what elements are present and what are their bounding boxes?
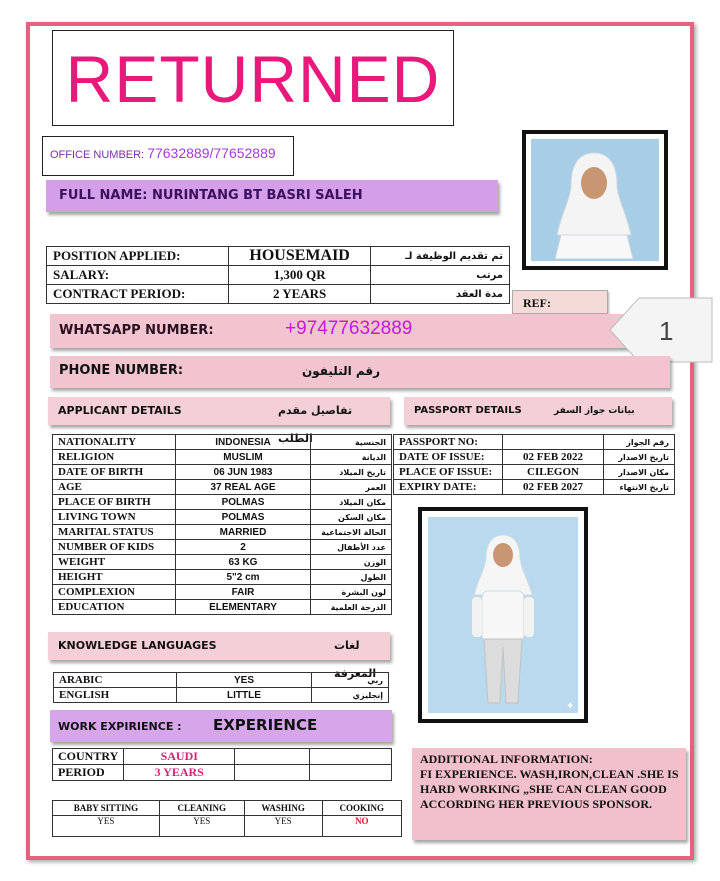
table-row	[53, 749, 392, 765]
position-arabic: تم تقديم الوظيفة لـ	[371, 247, 510, 266]
table-row	[394, 435, 675, 450]
row-ar: مكان الميلاد	[311, 495, 392, 510]
row-value: MARRIED	[176, 525, 311, 540]
additional-information	[412, 748, 686, 840]
position-table	[46, 246, 510, 304]
row-label: NUMBER OF KIDS	[53, 540, 176, 555]
row-label: ARABIC	[54, 673, 177, 688]
row-label: RELIGION	[53, 450, 176, 465]
table-row	[47, 247, 510, 266]
applicant-header-arabic: تفاصيل مقدم الطلب	[278, 404, 353, 445]
passport-header-arabic: بيانات جواز السفر	[554, 406, 635, 416]
row-label: LIVING TOWN	[53, 510, 176, 525]
skill-value: YES	[159, 816, 244, 837]
table-row	[53, 525, 392, 540]
salary-value: 1,300 QR	[229, 266, 371, 285]
skill-value: YES	[244, 816, 322, 837]
table-row	[53, 555, 392, 570]
row-ar: الجنسية	[311, 435, 392, 450]
phone-label: PHONE NUMBER:	[59, 363, 184, 378]
row-label: HEIGHT	[53, 570, 176, 585]
row-ar: مكان الاصدار	[604, 465, 675, 480]
languages-header-arabic: لغات المعرفة	[334, 639, 377, 680]
row-value: 02 FEB 2027	[503, 480, 604, 495]
row-label: DATE OF ISSUE:	[394, 450, 503, 465]
row-value: INDONESIA	[176, 435, 311, 450]
table-row	[53, 495, 392, 510]
table-row	[53, 435, 392, 450]
phone-bar	[50, 356, 670, 388]
table-row	[53, 570, 392, 585]
returned-stamp: RETURNED	[52, 30, 454, 126]
work-experience-label: WORK EXPIRIENCE :	[58, 720, 182, 733]
row-label: COMPLEXION	[53, 585, 176, 600]
languages-header-label: KNOWLEDGE LANGUAGES	[58, 639, 217, 652]
applicant-header-label: APPLICANT DETAILS	[58, 404, 182, 417]
row-label: WEIGHT	[53, 555, 176, 570]
country-label: COUNTRY	[53, 749, 124, 765]
period-value: 3 YEARS	[124, 765, 235, 781]
work-experience-value: EXPERIENCE	[213, 716, 318, 734]
portrait-figure	[531, 139, 657, 259]
row-ar: لون البشرة	[311, 585, 392, 600]
row-label: PLACE OF BIRTH	[53, 495, 176, 510]
table-row	[53, 450, 392, 465]
skill-header: BABY SITTING	[53, 801, 160, 816]
row-label: AGE	[53, 480, 176, 495]
empty-cell	[235, 765, 310, 781]
row-value: 63 KG	[176, 555, 311, 570]
row-value: CILEGON	[503, 465, 604, 480]
period-label: PERIOD	[53, 765, 124, 781]
position-label: POSITION APPLIED:	[47, 247, 229, 266]
skills-value-row	[53, 816, 402, 837]
row-label: PASSPORT NO:	[394, 435, 503, 450]
row-ar: الديانة	[311, 450, 392, 465]
row-ar: إنجليزي	[312, 688, 389, 703]
salary-arabic: مرتب	[371, 266, 510, 285]
whatsapp-label: WHATSAPP NUMBER:	[59, 323, 214, 338]
full-body-photo	[418, 507, 588, 723]
skill-value: YES	[53, 816, 160, 837]
row-value: POLMAS	[176, 510, 311, 525]
row-ar: ربي	[312, 673, 389, 688]
skill-value: NO	[322, 816, 401, 837]
languages-table	[53, 672, 389, 703]
row-ar: رقم الجواز	[604, 435, 675, 450]
salary-label: SALARY:	[47, 266, 229, 285]
row-ar: الوزن	[311, 555, 392, 570]
row-ar: الطول	[311, 570, 392, 585]
contract-value: 2 YEARS	[229, 285, 371, 304]
row-value: ELEMENTARY	[176, 600, 311, 615]
table-row	[47, 285, 510, 304]
office-value: 77632889/77652889	[147, 145, 276, 161]
work-experience-bar	[50, 710, 392, 742]
row-ar: عدد الأطفال	[311, 540, 392, 555]
row-value: 06 JUN 1983	[176, 465, 311, 480]
row-value: LITTLE	[177, 688, 312, 703]
full-body-figure	[428, 517, 578, 713]
row-ar: تاريخ الانتهاء	[604, 480, 675, 495]
contract-arabic: مدة العقد	[371, 285, 510, 304]
empty-cell	[310, 765, 392, 781]
table-row	[54, 688, 389, 703]
table-row	[394, 480, 675, 495]
row-label: EDUCATION	[53, 600, 176, 615]
office-label: OFFICE NUMBER:	[50, 149, 145, 161]
row-ar: الدرجة العلمية	[311, 600, 392, 615]
row-label: DATE OF BIRTH	[53, 465, 176, 480]
applicant-table	[52, 434, 392, 615]
row-value: 5"2 cm	[176, 570, 311, 585]
row-value: 02 FEB 2022	[503, 450, 604, 465]
skills-table	[52, 800, 402, 837]
table-row	[54, 673, 389, 688]
passport-details-header	[404, 397, 672, 425]
passport-header-label: PASSPORT DETAILS	[414, 405, 522, 416]
table-row	[53, 585, 392, 600]
office-number	[42, 136, 294, 176]
row-value	[503, 435, 604, 450]
table-row	[53, 465, 392, 480]
table-row	[394, 465, 675, 480]
skills-header-row	[53, 801, 402, 816]
page-tag-number: 1	[659, 316, 674, 346]
row-ar: العمر	[311, 480, 392, 495]
table-row	[53, 480, 392, 495]
empty-cell	[310, 749, 392, 765]
empty-cell	[235, 749, 310, 765]
table-row	[53, 510, 392, 525]
skill-header: WASHING	[244, 801, 322, 816]
table-row	[53, 540, 392, 555]
row-value: 2	[176, 540, 311, 555]
row-label: PLACE OF ISSUE:	[394, 465, 503, 480]
row-ar: الحالة الاجتماعية	[311, 525, 392, 540]
row-value: YES	[177, 673, 312, 688]
sparkle-icon: ✦	[566, 701, 575, 712]
portrait-photo	[522, 130, 668, 270]
row-label: MARITAL STATUS	[53, 525, 176, 540]
row-value: 37 REAL AGE	[176, 480, 311, 495]
full-name-bar: FULL NAME: NURINTANG BT BASRI SALEH	[46, 180, 498, 212]
row-label: ENGLISH	[54, 688, 177, 703]
skill-header: COOKING	[322, 801, 401, 816]
row-label: NATIONALITY	[53, 435, 176, 450]
row-value: FAIR	[176, 585, 311, 600]
additional-text: FI EXPERIENCE. WASH,IRON,CLEAN .SHE IS HARD WORKING „SHE CAN CLEAN GOOD ACCORDING HER PREVIOUS SPONSOR.	[420, 767, 679, 811]
row-value: MUSLIM	[176, 450, 311, 465]
contract-label: CONTRACT PERIOD:	[47, 285, 229, 304]
row-ar: مكان السكن	[311, 510, 392, 525]
table-row	[47, 266, 510, 285]
table-row	[53, 600, 392, 615]
table-row	[53, 765, 392, 781]
ref-box: REF:	[512, 290, 608, 314]
row-value: POLMAS	[176, 495, 311, 510]
whatsapp-number[interactable]: +97477632889	[285, 318, 413, 339]
page-number-tag	[609, 296, 713, 364]
row-ar: تاريخ الاصدار	[604, 450, 675, 465]
whatsapp-bar	[50, 314, 664, 348]
skill-header: CLEANING	[159, 801, 244, 816]
additional-title: ADDITIONAL INFORMATION:	[420, 752, 593, 766]
position-value: HOUSEMAID	[229, 247, 371, 266]
row-label: EXPIRY DATE:	[394, 480, 503, 495]
work-table	[52, 748, 392, 781]
country-value: SAUDI	[124, 749, 235, 765]
row-ar: تاريخ الميلاد	[311, 465, 392, 480]
table-row	[394, 450, 675, 465]
passport-table	[393, 434, 675, 495]
phone-arabic: رقم التليفون	[302, 364, 381, 378]
